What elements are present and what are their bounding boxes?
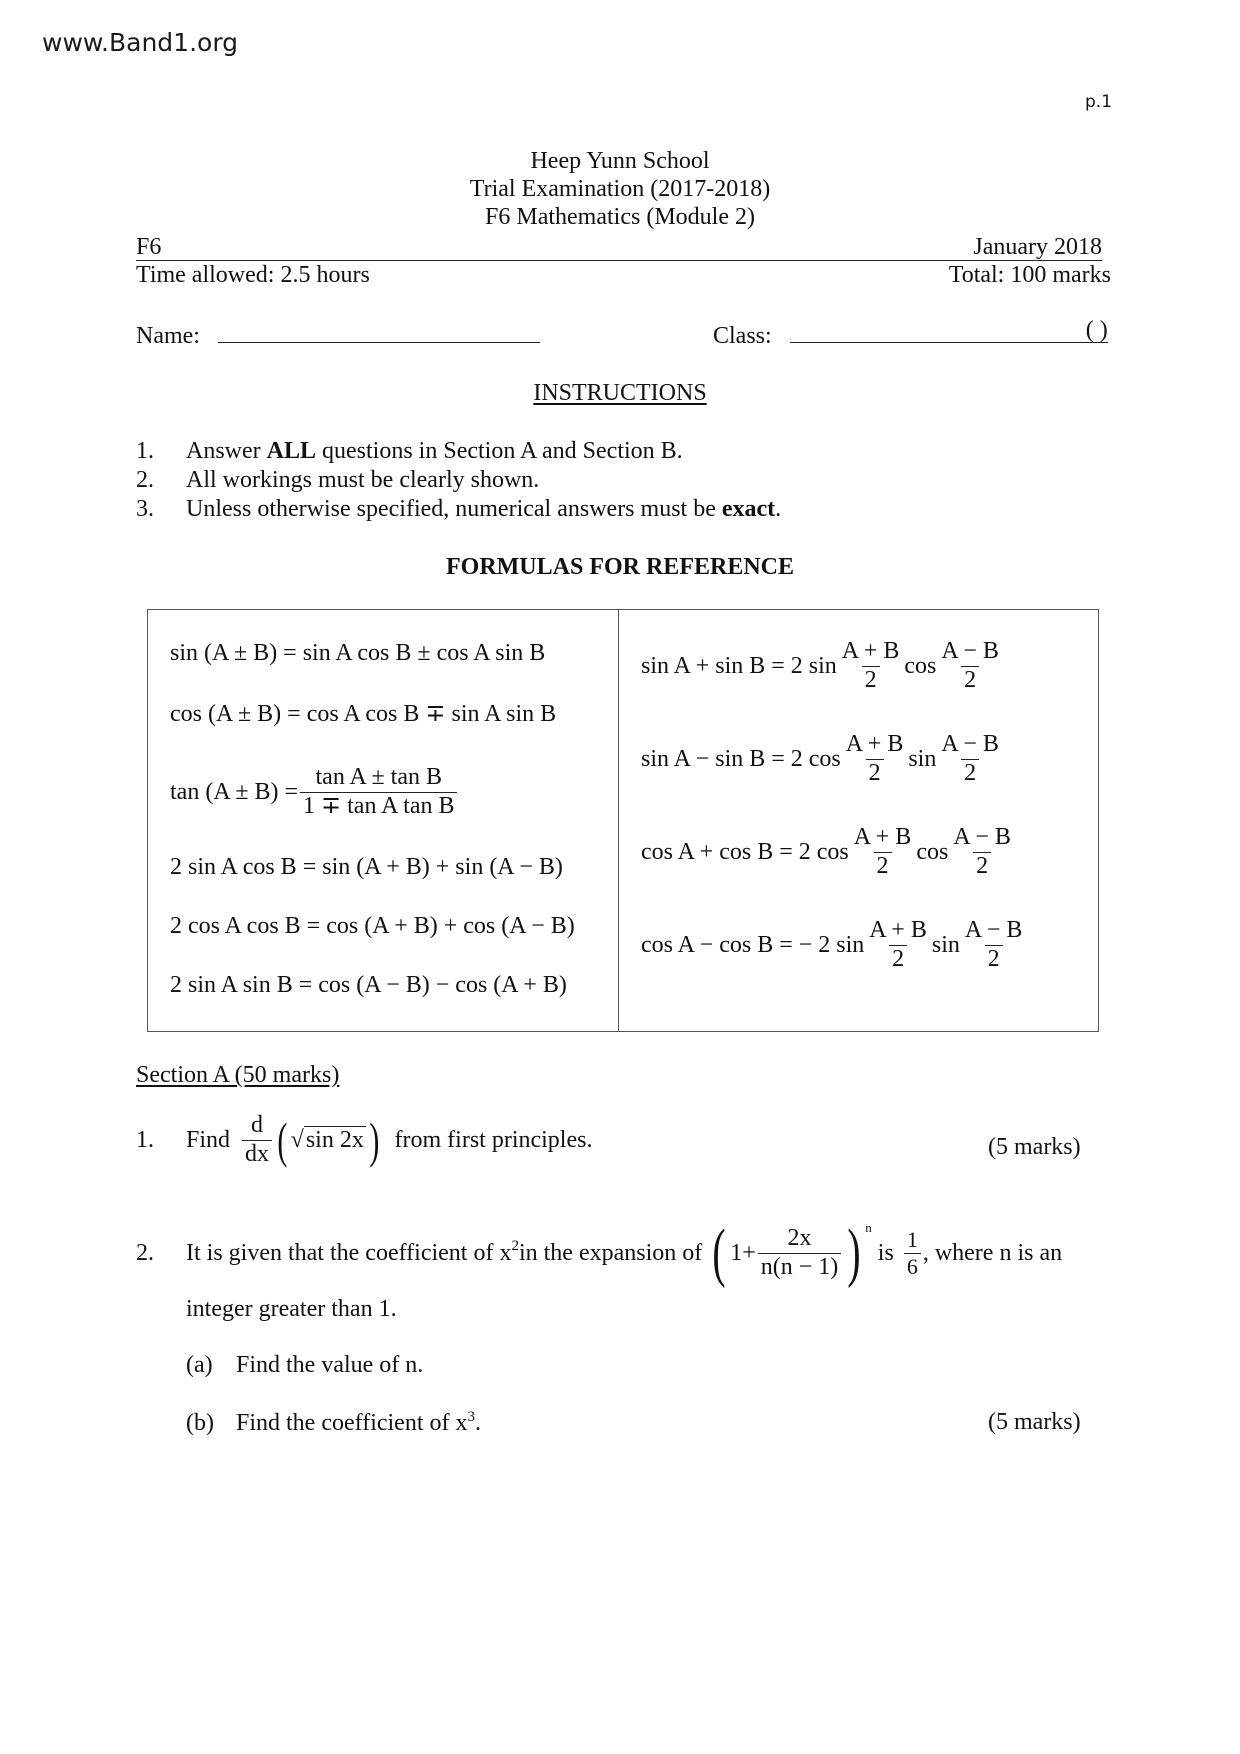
question-2-marks: (5 marks) (988, 1409, 1081, 1435)
school-name: Heep Yunn School (530, 148, 710, 174)
formula-table (147, 609, 1099, 1032)
instructions-heading: INSTRUCTIONS (533, 380, 707, 406)
coefficient-value: $\frac{1}{6}$ (904, 1227, 921, 1279)
question-1-marks: (5 marks) (988, 1134, 1081, 1160)
time-allowed: Time allowed: 2.5 hours (136, 262, 370, 288)
subject-title: F6 Mathematics (Module 2) (485, 204, 755, 230)
formula-sinA-plus-sinB: sin A + sin B = 2 sin $\frac{A + B}{2}$ cos $\frac{A - B}{2}$ (641, 638, 999, 693)
question-2: 2. It is given that the coefficient of x $^2$ in the expansion of ( 1+ $\frac{2x}{n(n - 1)}$ ) $^n$ is $\frac{1}{6}$ , where n is an (136, 1216, 1063, 1289)
name-field-group (136, 320, 540, 350)
class-label: Class: (713, 323, 772, 349)
formula-cosA-plus-cosB: cos A + cos B = 2 cos $\frac{A + B}{2}$ cos $\frac{A - B}{2}$ (641, 824, 1011, 879)
formulas-heading: FORMULAS FOR REFERENCE (445, 554, 794, 580)
section-a-heading: Section A (50 marks) (136, 1062, 340, 1088)
class-blank[interactable] (790, 317, 1108, 343)
instruction-item: 2. All workings must be clearly shown. (136, 467, 540, 493)
question-2-line-2: integer greater than 1. (186, 1296, 397, 1322)
watermark: www.Band1.org (42, 28, 239, 57)
name-label: Name: (136, 323, 200, 349)
question-number: 2. (136, 1239, 154, 1266)
formula-column-right (619, 610, 1098, 1031)
formula-sinA-minus-sinB: sin A − sin B = 2 cos $\frac{A + B}{2}$ sin $\frac{A - B}{2}$ (641, 731, 999, 786)
formula-2cosAcosB: 2 cos A cos B = cos (A + B) + cos (A − B) (170, 913, 575, 939)
class-number-parens: ( ) (1085, 317, 1108, 343)
exam-title: Trial Examination (2017-2018) (469, 176, 771, 202)
question-number: 1. (136, 1126, 154, 1153)
derivative-operator: $\frac{d}{dx}$ (242, 1112, 272, 1168)
formula-2sinAsinB: 2 sin A sin B = cos (A − B) − cos (A + B) (170, 972, 567, 998)
question-2-part-b: (b) Find the coefficient of $x^3$. (186, 1409, 481, 1436)
instruction-item: 1. Answer ALL questions in Section A and Section B. (136, 438, 683, 464)
form-label: F6 (136, 234, 162, 260)
total-marks: Total: 100 marks (948, 262, 1111, 288)
question-1: 1. Find $\frac{d}{dx}$ ( √ sin 2x ) from first principles. (136, 1112, 593, 1169)
formula-column-left (148, 610, 619, 1031)
instruction-item: 3. Unless otherwise specified, numerical answers must be exact. (136, 496, 782, 522)
form-date-row (136, 234, 1102, 261)
formula-2sinAcosB: 2 sin A cos B = sin (A + B) + sin (A − B) (170, 854, 563, 880)
formula-cosA-minus-cosB: cos A − cos B = − 2 sin $\frac{A + B}{2}$ sin $\frac{A - B}{2}$ (641, 917, 1023, 972)
binomial-fraction: $\frac{2x}{n(n - 1)}$ (758, 1225, 842, 1281)
class-field-group (713, 317, 1108, 350)
radicand: sin 2x (305, 1127, 364, 1154)
question-2-part-a: (a) Find the value of n. (186, 1352, 424, 1378)
formula-sin-sum: sin (A ± B) = sin A cos B ± cos A sin B (170, 640, 546, 666)
formula-cos-sum: cos (A ± B) = cos A cos B ∓ sin A sin B (170, 701, 557, 727)
formula-tan-sum: tan (A ± B) = $\frac{\text{tan A ± tan B}}{\text{1 ∓ tan A tan B}}$ (170, 764, 459, 820)
exam-date: January 2018 (973, 234, 1102, 260)
header-rule (136, 260, 1102, 261)
name-blank[interactable] (218, 320, 540, 343)
exponent: n (865, 1220, 872, 1235)
time-total-row (136, 262, 1111, 289)
page-number: p.1 (1085, 92, 1113, 112)
